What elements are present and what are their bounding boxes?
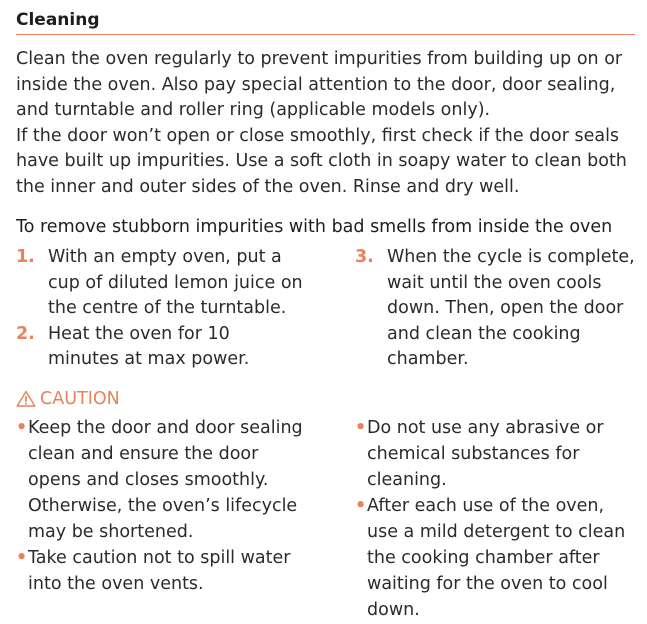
step-number: 1.: [16, 247, 35, 267]
caution-text: Keep the door and door sealing clean and ensure the door opens and closes smoothly. Otherwise, the oven’s lifecycle may be shortened.: [28, 417, 303, 542]
list-item: [16, 545, 306, 597]
section-title: Cleaning: [16, 8, 635, 35]
caution-column-left: [16, 415, 306, 623]
warning-triangle-icon: [16, 390, 36, 407]
caution-text: After each use of the oven, use a mild detergent to clean the cooking chamber after waiting for the oven to cool down.: [367, 495, 626, 620]
caution-label: CAUTION: [40, 388, 120, 409]
step-number: 2.: [16, 323, 35, 344]
caution-heading: [16, 387, 635, 411]
intro-text: [16, 47, 635, 200]
removal-heading: To remove stubborn impurities with bad smells from inside the oven: [16, 217, 613, 237]
list-item: [16, 415, 306, 545]
step-number: 3.: [355, 247, 374, 267]
intro-paragraph-2: If the door won’t open or close smoothly, first check if the door seals have built up impurities. Use a soft cloth in soapy water to clean both the inner and outer sides of the oven. Rinse and dry well.: [16, 125, 627, 197]
caution-list: [16, 415, 635, 623]
steps-list: [16, 245, 635, 373]
steps-column-right: [355, 245, 635, 373]
cleaning-section: [16, 8, 635, 623]
step-text: Heat the oven for 10 minutes at max power.: [48, 323, 250, 369]
step-text: With an empty oven, put a cup of diluted lemon juice on the centre of the turntable.: [48, 247, 303, 318]
caution-text: Take caution not to spill water into the oven vents.: [28, 547, 291, 594]
step-item: [16, 245, 306, 322]
step-text: When the cycle is complete, wait until the oven cools down. Then, open the door and clean the cooking chamber.: [387, 247, 635, 369]
steps-column-left: [16, 245, 306, 373]
list-item: [355, 415, 635, 493]
list-item: [355, 493, 635, 623]
bullet-dot: •: [16, 417, 28, 438]
intro-paragraph-1: Clean the oven regularly to prevent impurities from building up on or inside the oven. Also pay special attention to the door, door sealing, and turntable and roller ring (applicable models only).: [16, 49, 623, 120]
step-item: [355, 245, 635, 373]
step-item: [16, 322, 306, 373]
bullet-dot: •: [16, 547, 28, 568]
bullet-dot: •: [355, 417, 367, 438]
caution-column-right: [355, 415, 635, 623]
caution-text: Do not use any abrasive or chemical substances for cleaning.: [367, 417, 604, 490]
bullet-dot: •: [355, 495, 367, 516]
